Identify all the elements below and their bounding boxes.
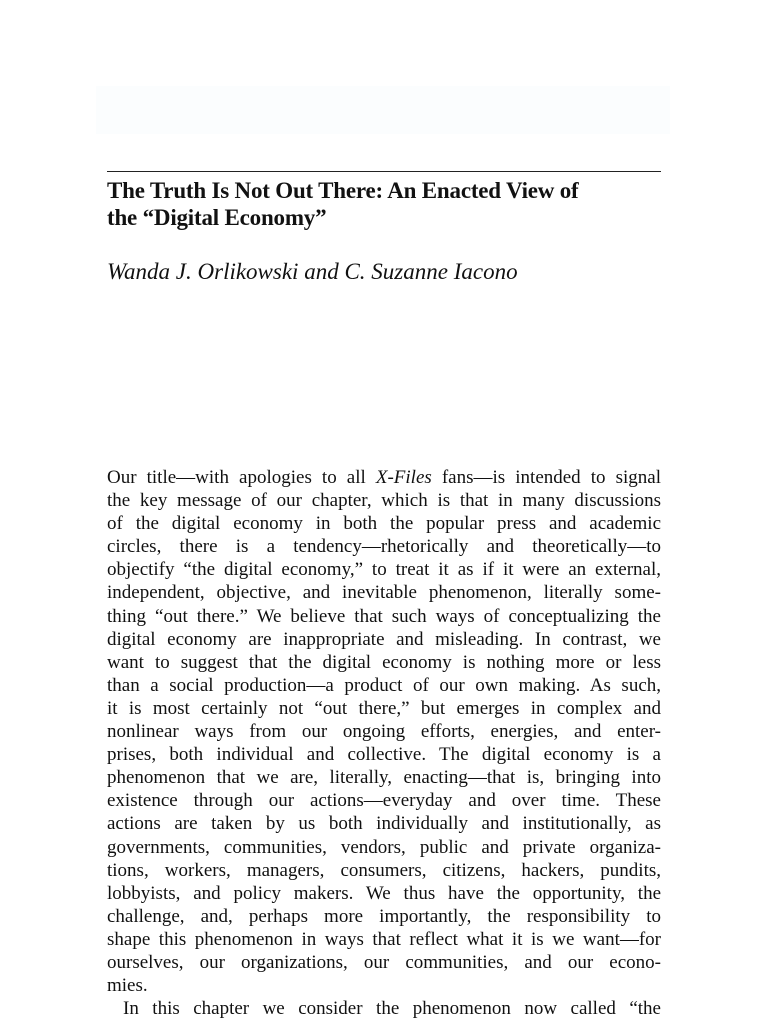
title-rule [107, 171, 661, 172]
chapter-title-line-1: The Truth Is Not Out There: An Enacted View of [107, 178, 579, 203]
paragraph-1-line: mies. [107, 975, 148, 997]
paragraph-1-line: thing “out there.” We believe that such ways of conceptualizing the [107, 605, 661, 627]
body-text [107, 466, 661, 1020]
paragraph-1-line: ourselves, our organizations, our communities, and our econo- [107, 951, 661, 973]
paragraph-1-line: prises, both individual and collective. The digital economy is a [107, 744, 661, 766]
paragraph-1-line: Our title—with apologies to all X-Files fans—is intended to signal [107, 467, 661, 488]
paragraph-1-line: existence through our actions—everyday and over time. These [107, 790, 661, 812]
italic-series-title: X-Files [375, 467, 432, 488]
paragraph-1-line: actions are taken by us both individually and institutionally, as [107, 813, 661, 835]
paragraph-1-line: than a social production—a product of our own making. As such, [107, 674, 661, 696]
running-header-area [96, 86, 670, 134]
paragraph-1-line: the key message of our chapter, which is that in many discussions [107, 490, 661, 512]
paragraph-1-line: objectify “the digital economy,” to treat it as if it were an external, [107, 559, 661, 581]
paragraph-1-line: lobbyists, and policy makers. We thus have the opportunity, the [107, 882, 661, 904]
paragraph-1-line: governments, communities, vendors, public and private organiza- [107, 836, 661, 858]
paragraph-1-line: circles, there is a tendency—rhetorically and theoretically—to [107, 536, 661, 558]
paragraph-2-line: In this chapter we consider the phenomenon now called “the [123, 998, 661, 1020]
chapter-authors: Wanda J. Orlikowski and C. Suzanne Iacono [107, 259, 518, 284]
paragraph-1-line: challenge, and, perhaps more importantly, the responsibility to [107, 905, 661, 927]
paragraph-1-line: want to suggest that the digital economy is nothing more or less [107, 651, 661, 673]
paragraph-1-line: it is most certainly not “out there,” but emerges in complex and [107, 697, 661, 719]
chapter-title-line-2: the “Digital Economy” [107, 205, 327, 230]
paragraph-1-line: tions, workers, managers, consumers, citizens, hackers, pundits, [107, 859, 661, 881]
paragraph-1-line: independent, objective, and inevitable phenomenon, literally some- [107, 582, 661, 604]
paragraph-1-line: digital economy are inappropriate and misleading. In contrast, we [107, 628, 661, 650]
paragraph-1-line: shape this phenomenon in ways that reflect what it is we want—for [107, 928, 661, 950]
paragraph-1-line: of the digital economy in both the popular press and academic [107, 513, 661, 535]
chapter-title [107, 177, 667, 231]
paragraph-1-line: phenomenon that we are, literally, enacting—that is, bringing into [107, 767, 661, 789]
paragraph-1-line: nonlinear ways from our ongoing efforts, energies, and enter- [107, 721, 661, 743]
